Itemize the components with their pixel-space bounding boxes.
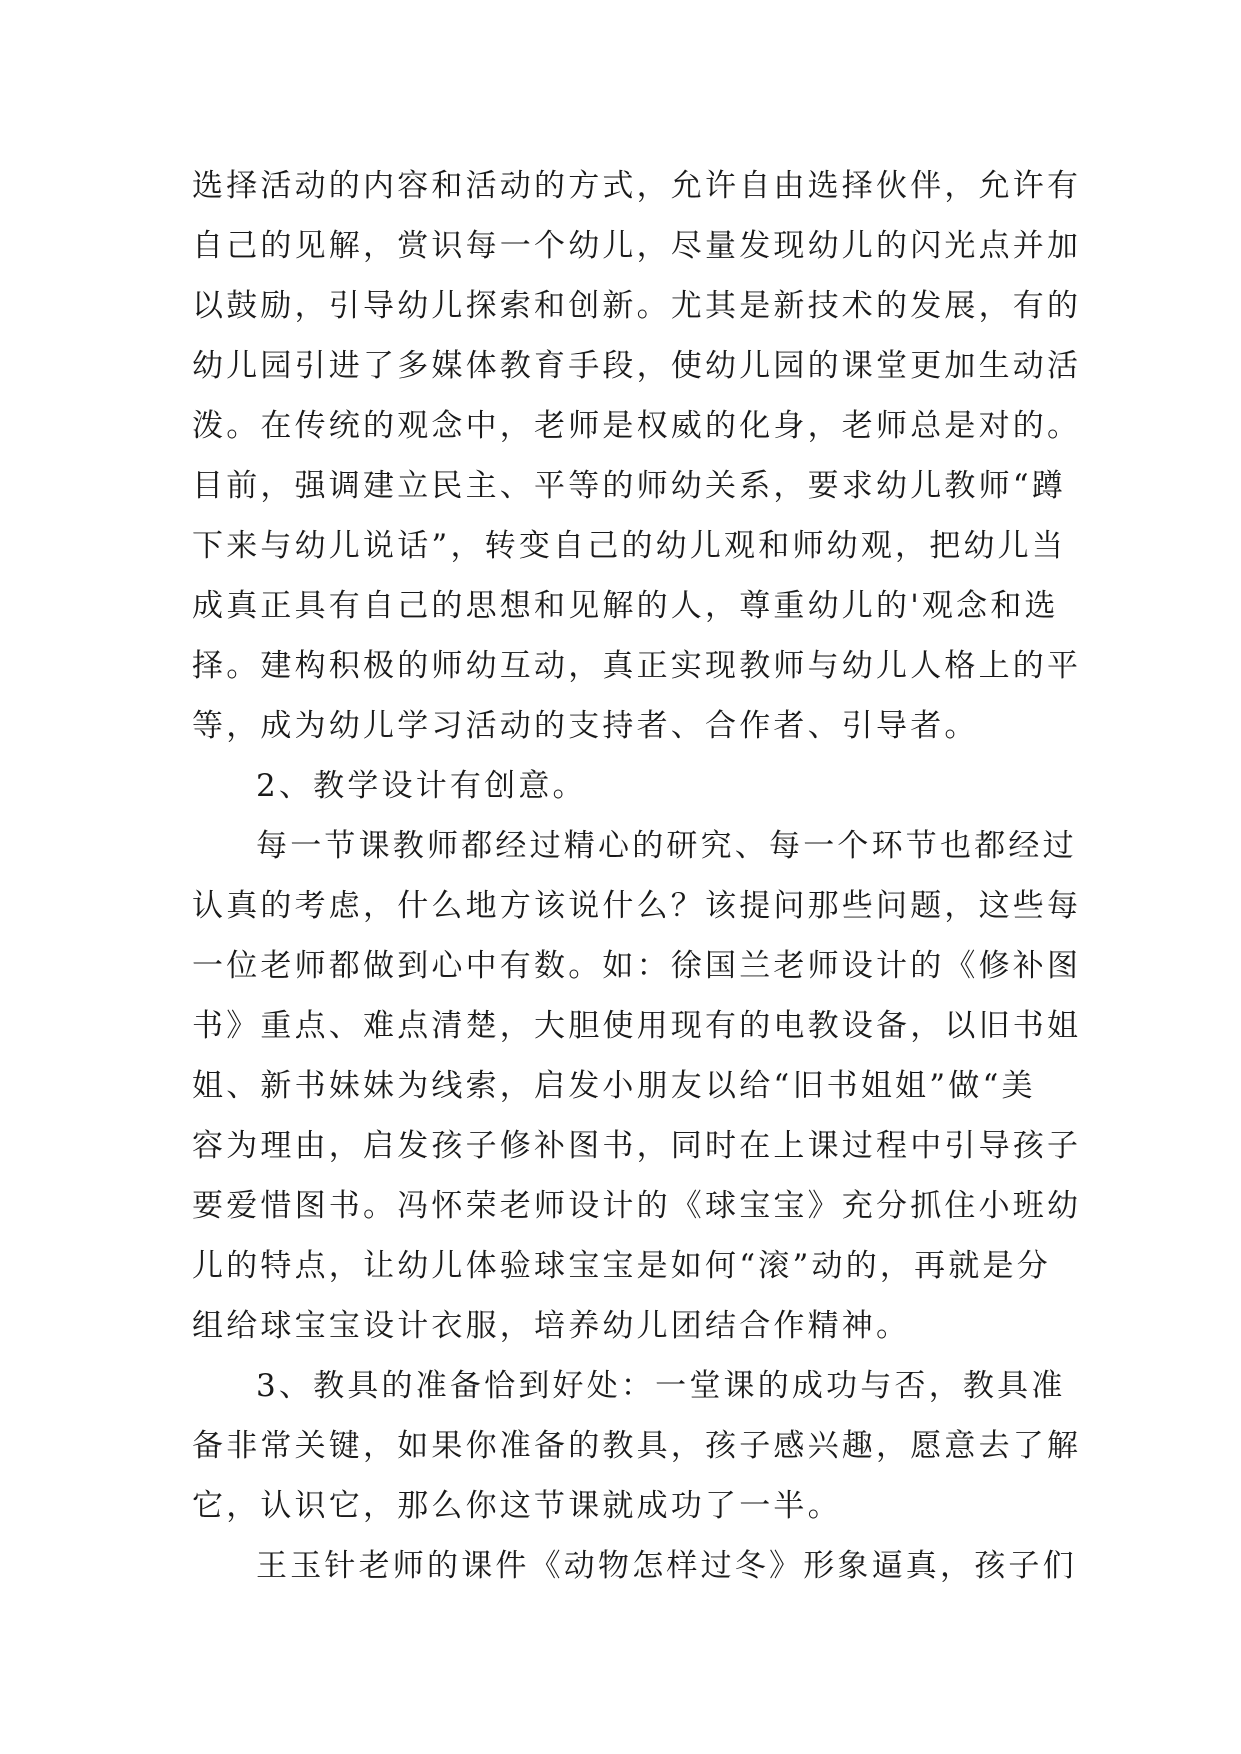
text-line: 选择活动的内容和活动的方式，允许自由选择伙伴，允许有: [192, 168, 1082, 204]
text-line: 书》重点、难点清楚，大胆使用现有的电教设备，以旧书姐: [192, 1008, 1082, 1044]
text-line: 择。建构积极的师幼互动，真正实现教师与幼儿人格上的平: [192, 648, 1082, 684]
body-text: [192, 156, 1082, 1596]
text-line: 下来与幼儿说话”，转变自己的幼儿观和师幼观，把幼儿当: [192, 528, 1067, 564]
text-line: 以鼓励，引导幼儿探索和创新。尤其是新技术的发展，有的: [192, 288, 1082, 324]
text-line: 一位老师都做到心中有数。如：徐国兰老师设计的《修补图: [192, 948, 1082, 984]
text-line: 姐、新书妹妹为线索，启发小朋友以给“旧书姐姐”做“美: [192, 1068, 1036, 1104]
text-line: 认真的考虑，什么地方该说什么？该提问那些问题，这些每: [192, 888, 1082, 924]
text-line: 目前，强调建立民主、平等的师幼关系，要求幼儿教师“蹲: [192, 468, 1067, 504]
text-line: 等，成为幼儿学习活动的支持者、合作者、引导者。: [192, 708, 979, 744]
text-line: 要爱惜图书。冯怀荣老师设计的《球宝宝》充分抓住小班幼: [192, 1188, 1082, 1224]
section-heading: 2、教学设计有创意。: [256, 768, 587, 804]
paragraph-start-line: 每一节课教师都经过精心的研究、每一个环节也都经过: [256, 828, 1077, 864]
text-line: 成真正具有自己的思想和见解的人，尊重幼儿的'观念和选: [192, 588, 1059, 624]
paragraph-start-line: 王玉针老师的课件《动物怎样过冬》形象逼真，孩子们: [256, 1548, 1077, 1584]
text-line: 它，认识它，那么你这节课就成功了一半。: [192, 1488, 842, 1524]
text-line: 泼。在传统的观念中，老师是权威的化身，老师总是对的。: [192, 408, 1082, 444]
text-line: 自己的见解，赏识每一个幼儿，尽量发现幼儿的闪光点并加: [192, 228, 1082, 264]
paragraph-start-line: 3、教具的准备恰到好处：一堂课的成功与否，教具准: [256, 1368, 1066, 1404]
text-line: 幼儿园引进了多媒体教育手段，使幼儿园的课堂更加生动活: [192, 348, 1082, 384]
text-line: 备非常关键，如果你准备的教具，孩子感兴趣，愿意去了解: [192, 1428, 1082, 1464]
text-line: 容为理由，启发孩子修补图书，同时在上课过程中引导孩子: [192, 1128, 1082, 1164]
text-line: 组给球宝宝设计衣服，培养幼儿团结合作精神。: [192, 1308, 911, 1344]
text-line: 儿的特点，让幼儿体验球宝宝是如何“滚”动的，再就是分: [192, 1248, 1051, 1284]
